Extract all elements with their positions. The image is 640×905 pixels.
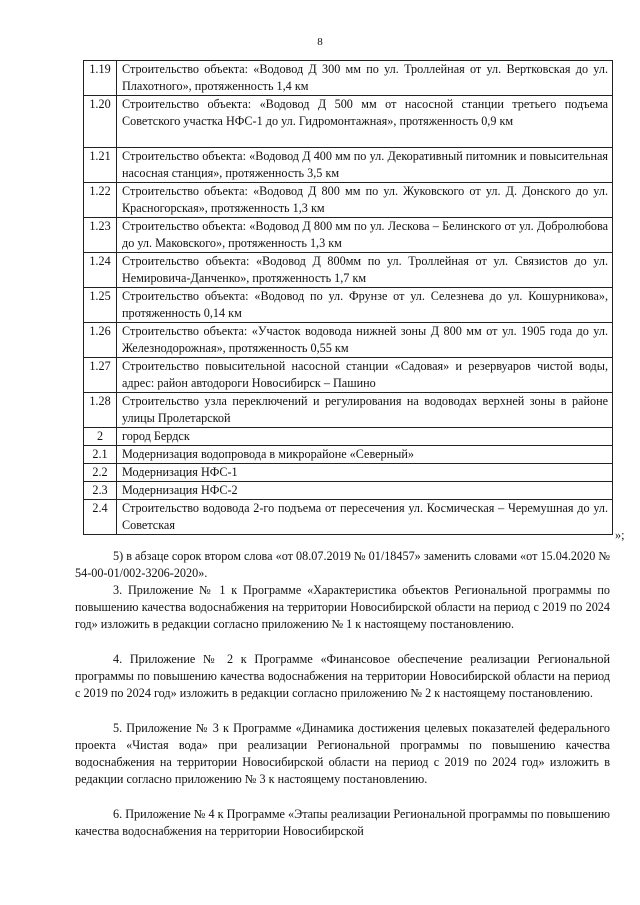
- table-row: [84, 218, 613, 253]
- paragraph-item-5: 5. Приложение № 3 к Программе «Динамика достижения целевых показателей федерального проекта «Чистая вода» при реализации Региональной программы по повышению качества водоснабжения на территории Новосибирской области на период с 2019 по 2024 год» изложить в редакции согласно приложению № 3 к настоящему постановлению.: [75, 721, 610, 786]
- row-number: 1.24: [84, 253, 117, 288]
- row-number: 1.27: [84, 358, 117, 393]
- table-row: [84, 393, 613, 428]
- table-row: [84, 253, 613, 288]
- table-row: [84, 148, 613, 183]
- row-number: 2.3: [84, 482, 117, 500]
- row-number: 1.20: [84, 96, 117, 148]
- closing-quote-mark: »;: [615, 528, 625, 542]
- row-description: Строительство объекта: «Участок водовода нижней зоны Д 800 мм от ул. 1905 года до ул. Железнодорожная», протяженность 0,55 км: [117, 323, 613, 358]
- table-row: [84, 61, 613, 96]
- row-description: Модернизация НФС-2: [117, 482, 613, 500]
- row-description: Строительство объекта: «Водовод Д 500 мм от насосной станции третьего подъема Советского участка НФС-1 до ул. Гидромонтажная», протяженность 0,9 км: [117, 96, 613, 148]
- table-row: [84, 446, 613, 464]
- row-description: Модернизация водопровода в микрорайоне «Северный»: [117, 446, 613, 464]
- row-number: 1.22: [84, 183, 117, 218]
- row-number: 1.28: [84, 393, 117, 428]
- table-row: [84, 96, 613, 148]
- row-number: 1.21: [84, 148, 117, 183]
- row-number: 2: [84, 428, 117, 446]
- row-description: Строительство объекта: «Водовод Д 800 мм по ул. Жуковского от ул. Д. Донского до ул. Красногорская», протяженность 1,3 км: [117, 183, 613, 218]
- row-description: Модернизация НФС-1: [117, 464, 613, 482]
- row-description: Строительство водовода 2-го подъема от пересечения ул. Космическая – Черемушная до ул. Советская: [117, 500, 613, 535]
- table-row: [84, 183, 613, 218]
- row-number: 2.1: [84, 446, 117, 464]
- paragraph-amendment-5: 5) в абзаце сорок втором слова «от 08.07.2019 № 01/18457» заменить словами «от 15.04.2020 № 54-00-01/002-3206-2020».: [75, 549, 610, 580]
- table-row: [84, 288, 613, 323]
- table-row: [84, 428, 613, 446]
- paragraph-item-6: 6. Приложение № 4 к Программе «Этапы реализации Региональной программы по повышению качества водоснабжения на территории Новосибирской: [75, 807, 610, 838]
- row-number: 1.23: [84, 218, 117, 253]
- row-number: 2.2: [84, 464, 117, 482]
- objects-table-body: [84, 61, 613, 535]
- row-number: 1.19: [84, 61, 117, 96]
- objects-table: [83, 60, 613, 535]
- table-row: [84, 500, 613, 535]
- row-description: Строительство повысительной насосной станции «Садовая» и резервуаров чистой воды, адрес: район автодороги Новосибирск – Пашино: [117, 358, 613, 393]
- row-description: город Бердск: [117, 428, 613, 446]
- row-number: 1.25: [84, 288, 117, 323]
- row-description: Строительство объекта: «Водовод Д 800 мм по ул. Лескова – Белинского от ул. Добролюбова до ул. Маковского», протяженность 1,3 км: [117, 218, 613, 253]
- paragraph-item-4: 4. Приложение № 2 к Программе «Финансовое обеспечение реализации Региональной программы по повышению качества водоснабжения на территории Новосибирской области на период с 2019 по 2024 год» изложить в редакции согласно приложению № 2 к настоящему постановлению.: [75, 652, 610, 700]
- row-description: Строительство объекта: «Водовод Д 400 мм по ул. Декоративный питомник и повысительная насосная станция», протяженность 3,5 км: [117, 148, 613, 183]
- row-description: Строительство объекта: «Водовод Д 300 мм по ул. Троллейная от ул. Вертковская до ул. Плахотного», протяженность 1,4 км: [117, 61, 613, 96]
- row-description: Строительство объекта: «Водовод по ул. Фрунзе от ул. Селезнева до ул. Кошурникова», протяженность 0,14 км: [117, 288, 613, 323]
- table-row: [84, 323, 613, 358]
- table-row: [84, 464, 613, 482]
- paragraph-item-3: 3. Приложение № 1 к Программе «Характеристика объектов Региональной программы по повышению качества водоснабжения на территории Новосибирской области на период с 2019 по 2024 год» изложить в редакции согласно приложению № 1 к настоящему постановлению.: [75, 583, 610, 631]
- row-description: Строительство объекта: «Водовод Д 800мм по ул. Троллейная от ул. Связистов до ул. Немировича-Данченко», протяженность 1,7 км: [117, 253, 613, 288]
- page-number: 8: [317, 36, 323, 48]
- row-number: 1.26: [84, 323, 117, 358]
- table-row: [84, 482, 613, 500]
- table-row: [84, 358, 613, 393]
- row-number: 2.4: [84, 500, 117, 535]
- row-description: Строительство узла переключений и регулирования на водоводах верхней зоны в районе улицы Пролетарской: [117, 393, 613, 428]
